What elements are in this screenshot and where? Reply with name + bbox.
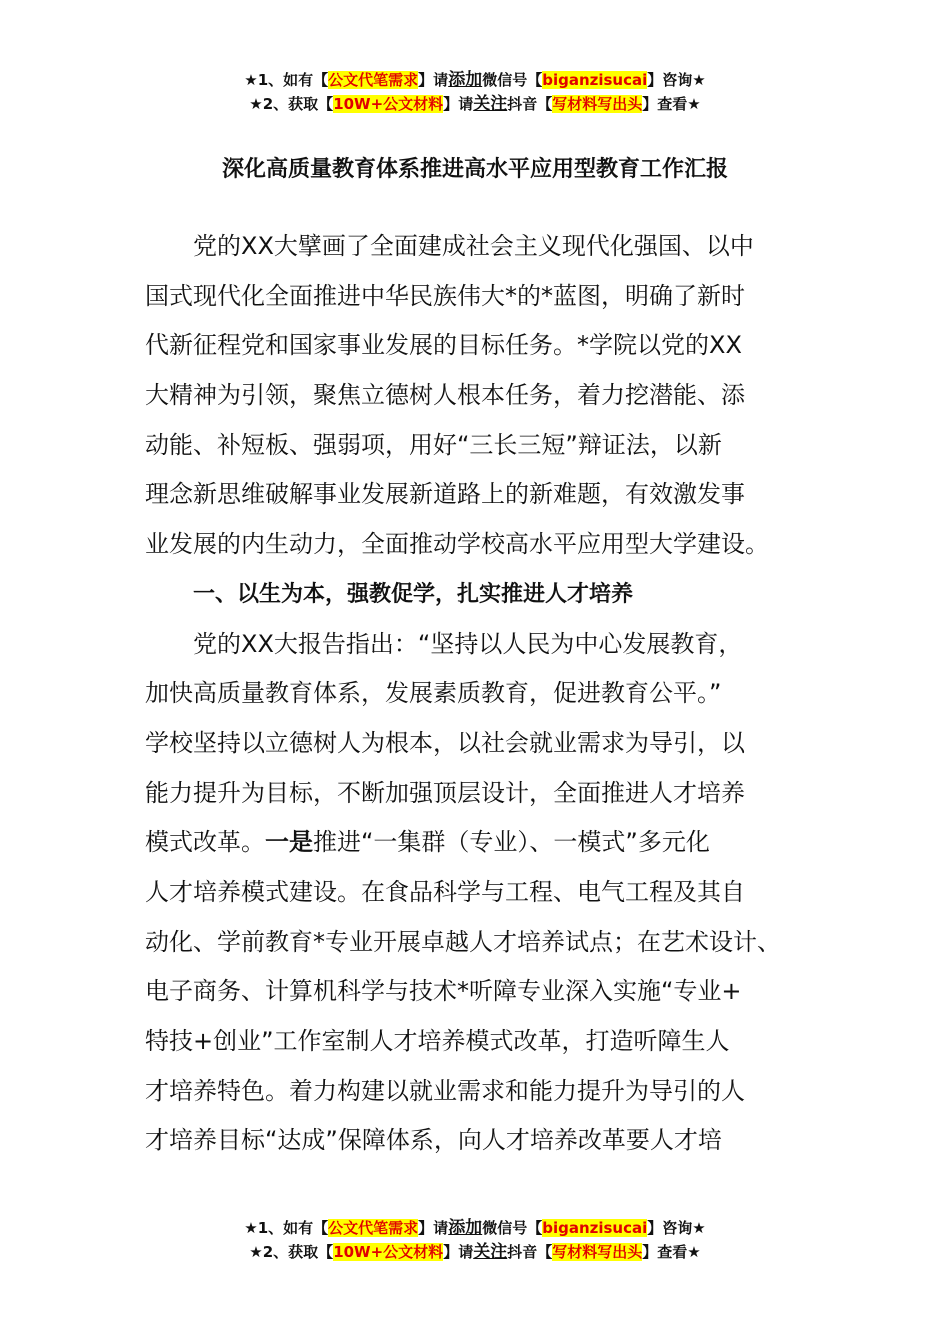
paragraph-line: 党的XX大报告指出：“坚持以人民为中心发展教育，: [193, 629, 743, 658]
document-body: [145, 222, 807, 1166]
highlight-douyin-id: 写材料写出头: [552, 95, 643, 113]
banner-line-1: ★1、如有【公文代笔需求】请添加微信号【biganzisucai】咨询★: [244, 70, 706, 90]
paragraph-line: 加快高质量教育体系，发展素质教育，促进教育公平。”: [145, 679, 722, 708]
paragraph-line: 才培养目标“达成”保障体系，向人才培养改革要人才培: [145, 1126, 722, 1155]
header-banner: [0, 68, 950, 116]
paragraph-line: 党的XX大擘画了全面建成社会主义现代化强国、以中: [193, 232, 754, 260]
paragraph-line: 才培养特色。着力构建以就业需求和能力提升为导引的人: [145, 1076, 745, 1105]
paragraph-line: 大精神为引领，聚焦立德树人根本任务，着力挖潜能、添: [145, 381, 745, 410]
paragraph-line: 国式现代化全面推进中华民族伟大*的*蓝图，明确了新时: [145, 281, 745, 310]
paragraph-line: 电子商务、计算机科学与技术*听障专业深入实施“专业+: [145, 977, 742, 1006]
banner-line-2: ★2、获取【10W+公文材料】请关注抖音【写材料写出头】查看★: [249, 94, 701, 114]
highlight-wechat-id: biganzisucai: [542, 71, 648, 89]
document-title: 深化高质量教育体系推进高水平应用型教育工作汇报: [221, 157, 728, 182]
banner-line-1: ★1、如有【公文代笔需求】请添加微信号【biganzisucai】咨询★: [244, 1218, 706, 1238]
highlight-materials: 10W+公文材料: [333, 1243, 444, 1261]
paragraph-line: 代新征程党和国家事业发展的目标任务。*学院以党的XX: [145, 331, 742, 360]
banner-line-2: ★2、获取【10W+公文材料】请关注抖音【写材料写出头】查看★: [249, 1242, 701, 1262]
emphasis-first: 一是: [265, 828, 313, 857]
paragraph-line: 理念新思维破解事业发展新道路上的新难题，有效激发事: [145, 480, 745, 509]
paragraph-line: 人才培养模式建设。在食品科学与工程、电气工程及其自: [145, 877, 745, 906]
paragraph-line: 能力提升为目标，不断加强顶层设计，全面推进人才培养: [145, 778, 745, 807]
highlight-douyin-id: 写材料写出头: [552, 1243, 643, 1261]
paragraph-line: 动能、补短板、强弱项，用好“三长三短”辩证法，以新: [145, 430, 722, 459]
paragraph-line: 业发展的内生动力，全面推动学校高水平应用型大学建设。: [145, 530, 769, 559]
paragraph-line: 学校坚持以立德树人为根本，以社会就业需求为导引，以: [145, 728, 745, 757]
paragraph-line: 动化、学前教育*专业开展卓越人才培养试点；在艺术设计、: [145, 927, 781, 956]
highlight-materials: 10W+公文材料: [333, 95, 444, 113]
footer-banner: [0, 1216, 950, 1264]
highlight-service: 公文代笔需求: [328, 1219, 419, 1237]
paragraph-line: 特技+创业”工作室制人才培养模式改革，打造听障生人: [145, 1027, 730, 1055]
section-heading: 一、以生为本，强教促学，扎实推进人才培养: [193, 581, 634, 607]
highlight-service: 公文代笔需求: [328, 71, 419, 89]
highlight-wechat-id: biganzisucai: [542, 1219, 648, 1237]
paragraph-line: 模式改革。一是推进“一集群（专业）、一模式”多元化: [145, 828, 710, 857]
